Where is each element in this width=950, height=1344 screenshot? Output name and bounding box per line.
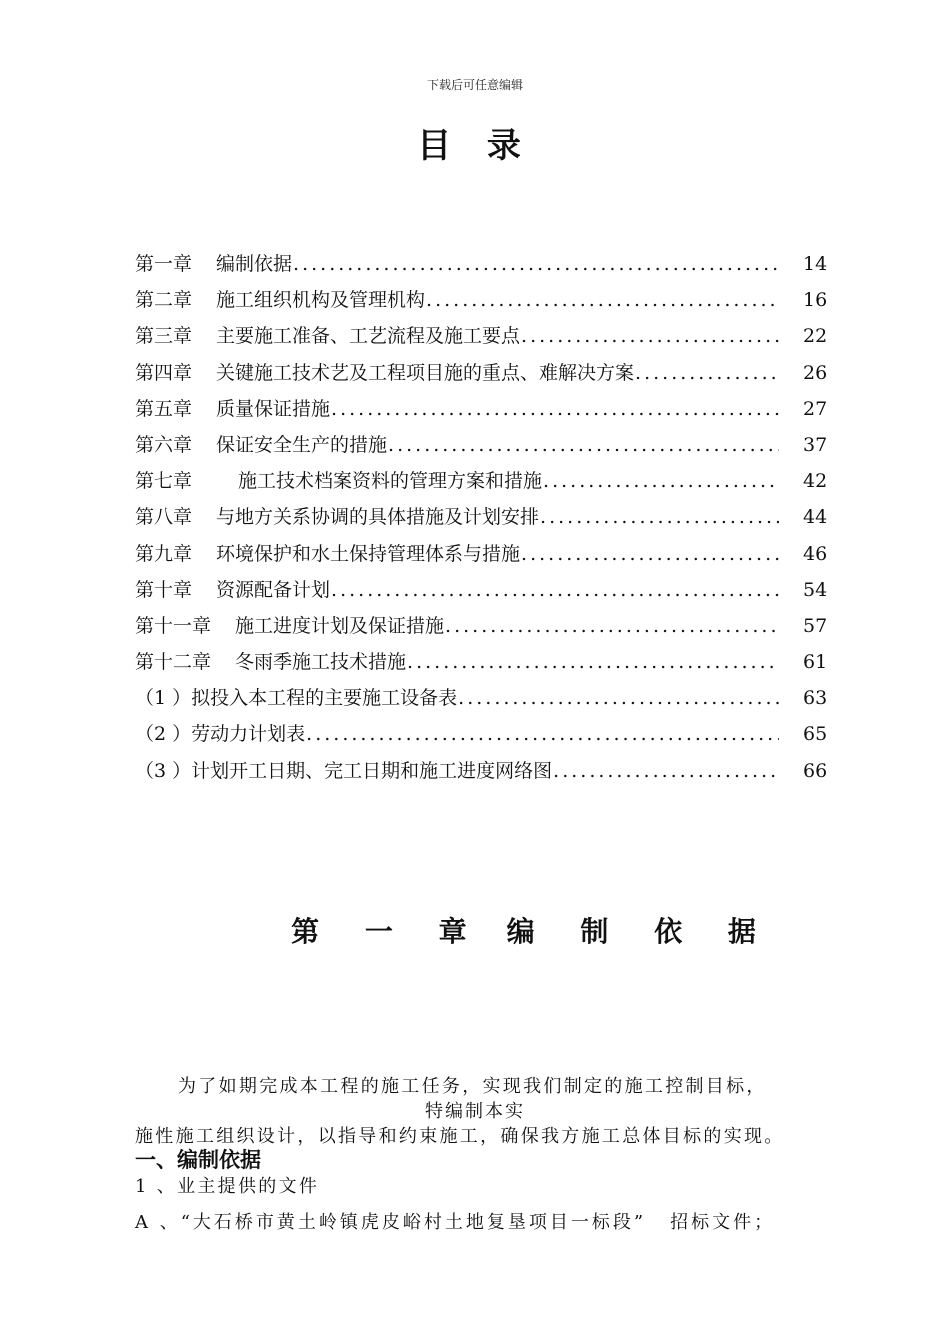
- toc-entry-label: [135, 575, 330, 602]
- toc-entry-page: 44: [803, 506, 828, 529]
- toc-entry-page: 66: [803, 759, 828, 782]
- toc-entry[interactable]: [135, 539, 827, 575]
- toc-entry-page: 57: [803, 614, 828, 637]
- toc-entry[interactable]: [135, 430, 827, 466]
- toc-entry-title: 冬雨季施工技术措施: [235, 651, 407, 674]
- toc-entry-title: 编制依据: [216, 253, 293, 275]
- toc-entry-label: [135, 719, 305, 746]
- toc-entry-page: 63: [803, 687, 828, 710]
- toc-leader-dots: [331, 579, 779, 601]
- toc-entry-number: 第四章: [135, 361, 193, 384]
- toc-entry-page: 27: [803, 397, 828, 420]
- toc-entry[interactable]: [135, 285, 827, 321]
- chapter-title: 编 制 依 据: [506, 915, 774, 948]
- toc-entry-number: 第十二章: [135, 651, 212, 674]
- toc-leader-dots: [306, 723, 779, 745]
- toc-entry-label: [135, 321, 520, 348]
- toc-entry-number: 第二章: [135, 289, 193, 312]
- toc-leader-dots: [543, 470, 779, 492]
- toc-entry-number: （3 ）: [135, 759, 192, 782]
- toc-entry-number: （1 ）: [135, 687, 192, 710]
- toc-entry-title: 主要施工准备、工艺流程及施工要点: [216, 325, 521, 348]
- toc-entry-number: 第五章: [135, 397, 193, 420]
- toc-entry[interactable]: [135, 249, 827, 285]
- toc-entry-title: 施工组织机构及管理机构: [216, 289, 426, 312]
- toc-leader-dots: [331, 398, 779, 420]
- toc-entry-label: [135, 466, 542, 493]
- intro-paragraph-line1: 为了如期完成本工程的施工任务，实现我们制定的施工控制目标，: [178, 1076, 767, 1097]
- toc-entry-title: 保证安全生产的措施: [216, 433, 388, 456]
- list-item-suffix: 招标文件；: [670, 1212, 776, 1233]
- table-of-contents: [135, 249, 827, 792]
- toc-entry-label: [135, 430, 387, 457]
- toc-entry[interactable]: [135, 611, 827, 647]
- toc-entry[interactable]: [135, 719, 827, 755]
- toc-entry[interactable]: [135, 321, 827, 357]
- toc-entry-title: 与地方关系协调的具体措施及计划安排: [216, 506, 540, 529]
- toc-entry-title: 施工技术档案资料的管理方案和措施: [238, 470, 543, 493]
- toc-entry-page: 46: [803, 542, 828, 565]
- toc-entry-label: [135, 539, 520, 566]
- toc-leader-dots: [521, 325, 779, 347]
- toc-leader-dots: [445, 615, 779, 637]
- toc-entry-page: 65: [803, 723, 828, 746]
- toc-entry[interactable]: [135, 647, 827, 683]
- toc-entry-number: 第六章: [135, 433, 193, 456]
- toc-entry-label: [135, 611, 444, 638]
- toc-entry-page: 22: [803, 325, 828, 348]
- intro-paragraph-line2: 特编制本实: [425, 1101, 525, 1122]
- toc-entry-number: 第十一章: [135, 614, 212, 637]
- toc-entry-title: 资源配备计划: [216, 578, 331, 601]
- header-note: 下载后可任意编辑: [426, 78, 523, 92]
- toc-leader-dots: [426, 289, 779, 311]
- list-item: 1 、业主提供的文件: [135, 1176, 320, 1197]
- toc-leader-dots: [458, 687, 779, 709]
- toc-entry[interactable]: [135, 683, 827, 719]
- chapter-heading: [0, 910, 950, 950]
- toc-entry-number: 第一章: [135, 253, 193, 275]
- toc-entry-page: 42: [803, 470, 828, 493]
- toc-leader-dots: [540, 506, 779, 528]
- toc-entry-label: [135, 756, 552, 783]
- toc-entry-label: [135, 647, 406, 674]
- toc-entry-label: [135, 249, 292, 276]
- toc-leader-dots: [553, 760, 779, 782]
- intro-paragraph-line3: 施性施工组织设计，以指导和约束施工，确保我方施工总体目标的实现。: [135, 1126, 785, 1147]
- toc-entry-number: 第七章: [135, 470, 193, 493]
- toc-entry[interactable]: [135, 575, 827, 611]
- toc-entry-label: [135, 358, 634, 385]
- toc-entry-page: 37: [803, 433, 828, 456]
- toc-leader-dots: [388, 434, 779, 456]
- toc-entry-label: [135, 394, 330, 421]
- list-item-text: A 、“大石桥市黄土岭镇虎皮峪村土地复垦项目一标段”: [135, 1212, 647, 1233]
- toc-entry[interactable]: [135, 466, 827, 502]
- toc-entry-title: 计划开工日期、完工日期和施工进度网络图: [191, 759, 553, 782]
- toc-entry-number: （2 ）: [135, 723, 192, 746]
- toc-entry-label: [135, 502, 539, 529]
- toc-entry[interactable]: [135, 502, 827, 538]
- toc-entry-page: 16: [803, 289, 828, 312]
- toc-entry-title: 施工进度计划及保证措施: [235, 614, 445, 637]
- toc-entry-page: 14: [803, 253, 828, 275]
- toc-entry-label: [135, 285, 425, 312]
- toc-entry-title: 关键施工技术艺及工程项目施的重点、难解决方案: [216, 361, 635, 384]
- toc-leader-dots: [293, 253, 779, 275]
- toc-entry-page: 61: [803, 651, 828, 674]
- toc-entry[interactable]: [135, 358, 827, 394]
- toc-leader-dots: [635, 362, 779, 384]
- toc-entry-title: 劳动力计划表: [191, 723, 306, 746]
- toc-entry-title: 拟投入本工程的主要施工设备表: [191, 687, 458, 710]
- toc-entry-number: 第三章: [135, 325, 193, 348]
- chapter-number: 第 一 章: [291, 915, 485, 948]
- toc-entry-number: 第九章: [135, 542, 193, 565]
- toc-title: 目 录: [417, 126, 533, 166]
- toc-entry-label: [135, 683, 457, 710]
- toc-leader-dots: [521, 543, 779, 565]
- toc-entry-number: 第八章: [135, 506, 193, 529]
- toc-entry-title: 环境保护和水土保持管理体系与措施: [216, 542, 521, 565]
- toc-entry-number: 第十章: [135, 578, 193, 601]
- toc-entry[interactable]: [135, 394, 827, 430]
- toc-entry-title: 质量保证措施: [216, 397, 331, 420]
- toc-leader-dots: [407, 651, 779, 673]
- list-item: [135, 1208, 775, 1234]
- toc-entry-page: 26: [803, 361, 828, 384]
- section-heading: 一、编制依据: [135, 1148, 261, 1172]
- toc-entry-page: 54: [803, 578, 828, 601]
- toc-entry[interactable]: [135, 756, 827, 792]
